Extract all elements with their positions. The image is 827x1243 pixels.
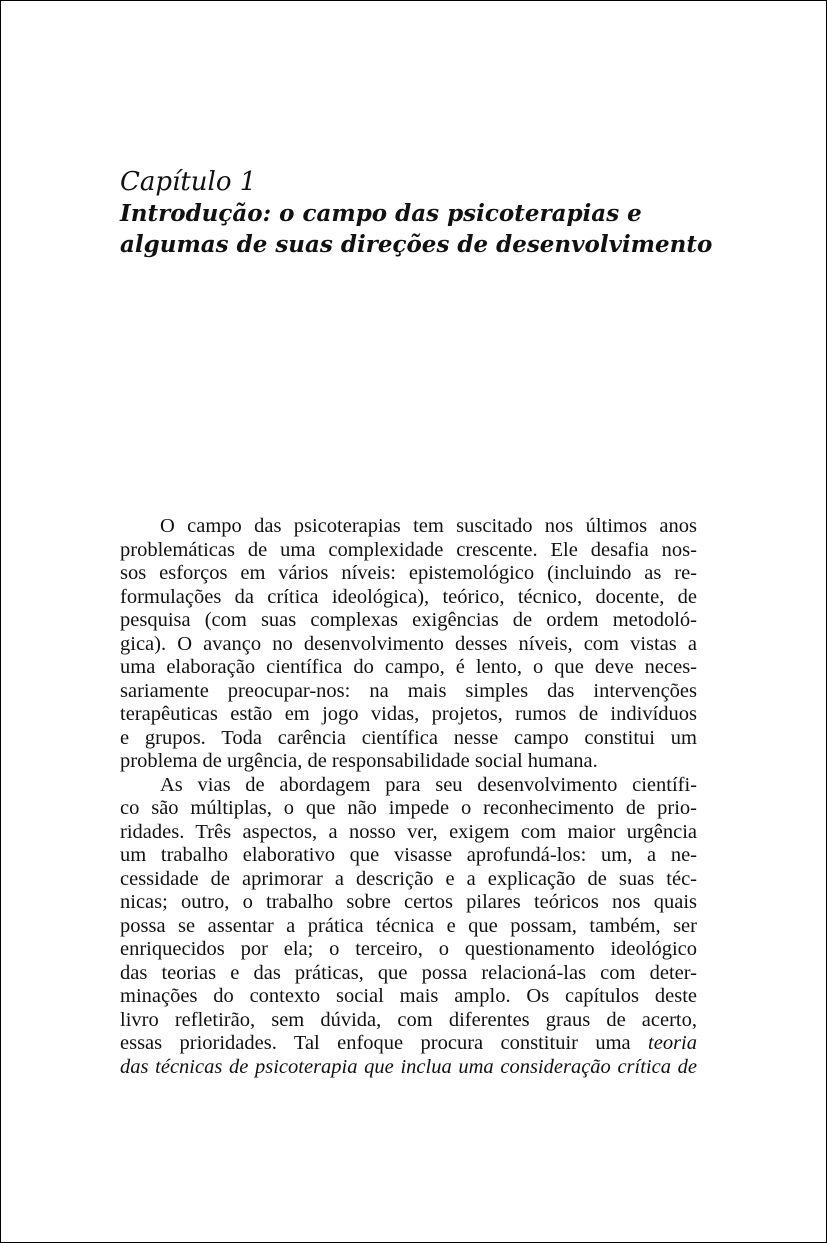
text-line: das teorias e das práticas, que possa relacioná-las com deter-: [120, 961, 697, 984]
chapter-label: Capítulo 1: [120, 167, 257, 197]
text-line: formulações da crítica ideológica), teórico, técnico, docente, de: [120, 585, 697, 608]
text-line: possa se assentar a prática técnica e que possam, também, ser: [120, 914, 697, 937]
text-line: cessidade de aprimorar a descrição e a explicação de suas téc-: [120, 867, 697, 890]
text-line: uma elaboração científica do campo, é lento, o que deve neces-: [120, 656, 697, 678]
chapter-title: [120, 198, 720, 260]
chapter-title-line-2: algumas de suas direções de desenvolvimento: [120, 231, 713, 258]
text-line: problemáticas de uma complexidade crescente. Ele desafia nos-: [120, 538, 697, 561]
chapter-title-line-1: Introdução: o campo das psicoterapias e: [120, 200, 642, 227]
text-line: livro refletirão, sem dúvida, com diferentes graus de acerto,: [120, 1008, 697, 1031]
text-line: minações do contexto social mais amplo. Os capítulos deste: [120, 985, 697, 1007]
text-line: nicas; outro, o trabalho sobre certos pilares teóricos nos quais: [120, 891, 697, 913]
text-line: O campo das psicoterapias tem suscitado nos últimos anos: [160, 515, 697, 537]
text-line: gica). O avanço no desenvolvimento desses níveis, com vistas a: [120, 632, 697, 655]
italic-segment: teoria: [648, 1032, 697, 1054]
text-segment: essas prioridades. Tal enfoque procura constituir uma: [120, 1032, 649, 1054]
text-line: pesquisa (com suas complexas exigências de ordem metodoló-: [120, 609, 697, 631]
text-line: co são múltiplas, o que não impede o reconhecimento de prio-: [120, 797, 697, 819]
text-line: problema de urgência, de responsabilidade social humana.: [120, 750, 598, 772]
text-line: enriquecidos por ela; o terceiro, o questionamento ideológico: [120, 938, 697, 960]
text-line: sariamente preocupar-nos: na mais simples das intervenções: [120, 679, 697, 702]
text-line: sos esforços em vários níveis: epistemológico (incluindo as re-: [120, 562, 697, 584]
body-text: [120, 515, 697, 1079]
text-line: As vias de abordagem para seu desenvolvimento científi-: [160, 773, 697, 796]
text-line: terapêuticas estão em jogo vidas, projetos, rumos de indivíduos: [120, 703, 697, 725]
text-line-mixed: [120, 1032, 697, 1056]
text-line: um trabalho elaborativo que visasse aprofundá-los: um, a ne-: [120, 844, 697, 866]
text-line: e grupos. Toda carência científica nesse campo constitui um: [120, 726, 697, 749]
text-line: ridades. Três aspectos, a nosso ver, exigem com maior urgência: [120, 820, 697, 843]
paragraph-2: [120, 774, 697, 1080]
paragraph-1: [120, 515, 697, 774]
chapter-heading: [120, 167, 720, 260]
text-line-italic: das técnicas de psicoterapia que inclua uma consideração crítica de: [120, 1055, 697, 1078]
